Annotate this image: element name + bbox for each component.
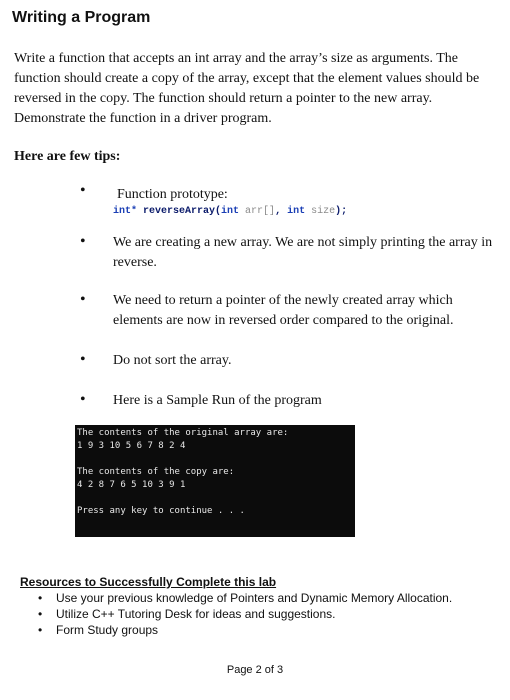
bullet-icon: • <box>80 351 86 368</box>
tip-new-array: We are creating a new array. We are not simply printing the array in reverse. <box>113 235 493 270</box>
page-number: Page 2 of 3 <box>226 664 284 676</box>
bullet-icon: • <box>80 391 86 408</box>
code-function-name: reverseArray( <box>137 206 222 217</box>
bullet-icon: • <box>38 623 43 637</box>
console-line: The contents of the original array are: <box>77 428 289 438</box>
tip-sample-run: Here is a Sample Run of the program <box>113 393 322 408</box>
assignment-description: Write a function that accepts an int array and the array’s size as arguments. The function should create a copy of the array, except that the element values should be reversed in the copy. The function should return a pointer to the new array. Demonstrate the function in a driver program. <box>14 51 480 126</box>
console-line: The contents of the copy are: <box>77 467 235 477</box>
tip-no-sort: Do not sort the array. <box>113 353 232 368</box>
bullet-icon: • <box>80 182 86 199</box>
code-separator: , <box>275 206 288 217</box>
page-title: Writing a Program <box>12 9 151 26</box>
console-line: Press any key to continue . . . <box>77 506 245 516</box>
tips-heading: Here are few tips: <box>14 149 121 164</box>
console-line: 1 9 3 10 5 6 7 8 2 4 <box>77 441 186 451</box>
prototype-code <box>113 206 347 217</box>
tip-return-pointer: We need to return a pointer of the newly created array which elements are now in reversed order compared to the original. <box>113 293 454 328</box>
bullet-icon: • <box>38 591 43 605</box>
code-param-2: size <box>305 206 336 217</box>
resources-heading: Resources to Successfully Complete this lab <box>20 575 277 589</box>
code-type-1: int <box>221 206 240 217</box>
bullet-icon: • <box>80 233 86 250</box>
bullet-icon: • <box>80 291 86 308</box>
code-type-2: int <box>287 206 306 217</box>
prototype-label: Function prototype: <box>117 187 228 202</box>
code-end: ); <box>335 206 348 217</box>
bullet-icon: • <box>38 607 43 621</box>
code-return-type: int* <box>113 206 138 217</box>
console-output <box>75 425 355 537</box>
code-param-1: arr[] <box>239 206 276 217</box>
console-line: 4 2 8 7 6 5 10 3 9 1 <box>77 480 186 490</box>
